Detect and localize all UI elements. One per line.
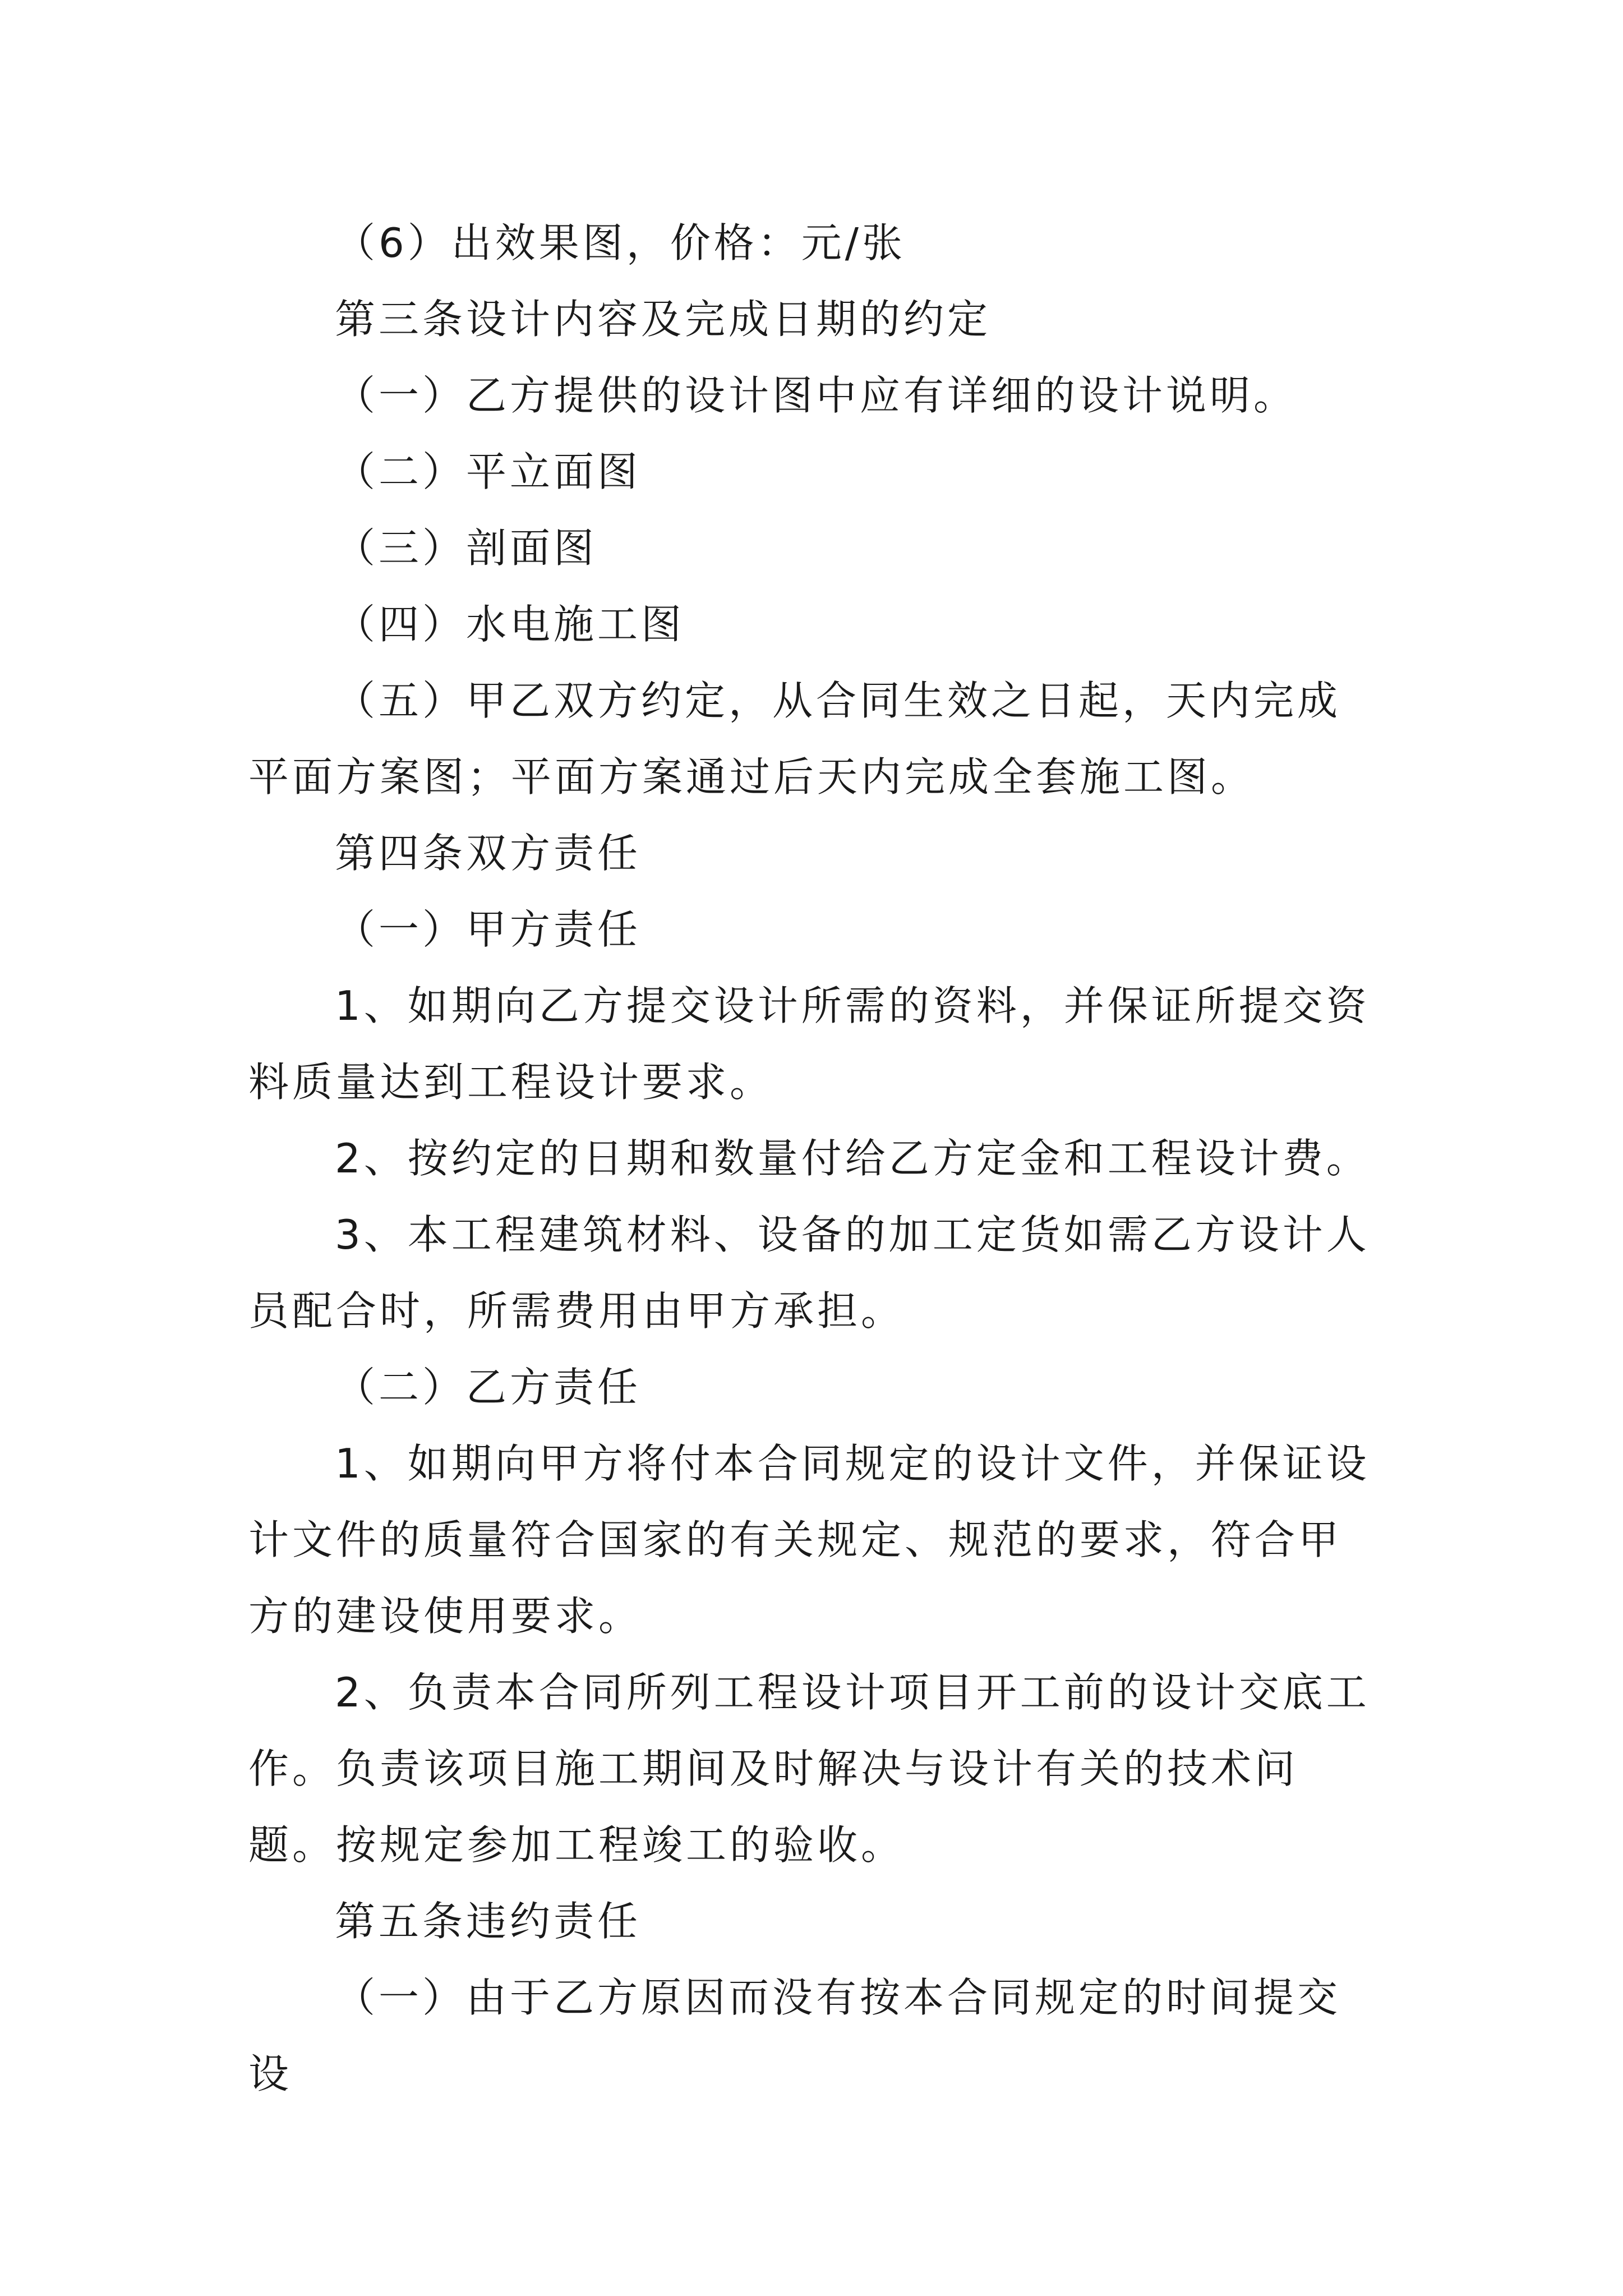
heading-article-3: 第三条设计内容及完成日期的约定 <box>335 296 992 343</box>
paragraph-plumbing-electrical: （四）水电施工图 <box>335 601 685 648</box>
heading-article-5: 第五条违约责任 <box>335 1898 642 1945</box>
paragraph-party-a-duty-1: 1、如期向乙方提交设计所需的资料，并保证所提交资料质量达到工程设计要求。 <box>248 982 1370 1106</box>
paragraph-party-a-duty-3: 3、本工程建筑材料、设备的加工定货如需乙方设计人员配合时，所需费用由甲方承担。 <box>248 1211 1370 1335</box>
document-body <box>248 205 1376 2112</box>
paragraph-design-description: （一）乙方提供的设计图中应有详细的设计说明。 <box>335 372 1298 419</box>
paragraph-effect-drawing-price: （6）出效果图，价格：元/张 <box>335 219 906 266</box>
subheading-party-a-duties: （一）甲方责任 <box>335 906 642 953</box>
paragraph-party-b-duty-2: 2、负责本合同所列工程设计项目开工前的设计交底工作。负责该项目施工期间及时解决与设计有关的技术问题。按规定参加工程竣工的验收。 <box>248 1669 1370 1869</box>
heading-article-4: 第四条双方责任 <box>335 830 642 877</box>
paragraph-completion-schedule: （五）甲乙双方约定，从合同生效之日起，天内完成平面方案图；平面方案通过后天内完成全套施工图。 <box>248 677 1341 800</box>
paragraph-party-a-duty-2: 2、按约定的日期和数量付给乙方定金和工程设计费。 <box>335 1135 1370 1182</box>
paragraph-breach-1: （一）由于乙方原因而没有按本合同规定的时间提交设 <box>248 1974 1341 2097</box>
paragraph-plan-elevation: （二）平立面图 <box>335 448 642 495</box>
paragraph-party-b-duty-1: 1、如期向甲方将付本合同规定的设计文件，并保证设计文件的质量符合国家的有关规定、规范的要求，符合甲方的建设使用要求。 <box>248 1440 1370 1640</box>
subheading-party-b-duties: （二）乙方责任 <box>335 1364 642 1411</box>
paragraph-section-drawing: （三）剖面图 <box>335 524 598 572</box>
